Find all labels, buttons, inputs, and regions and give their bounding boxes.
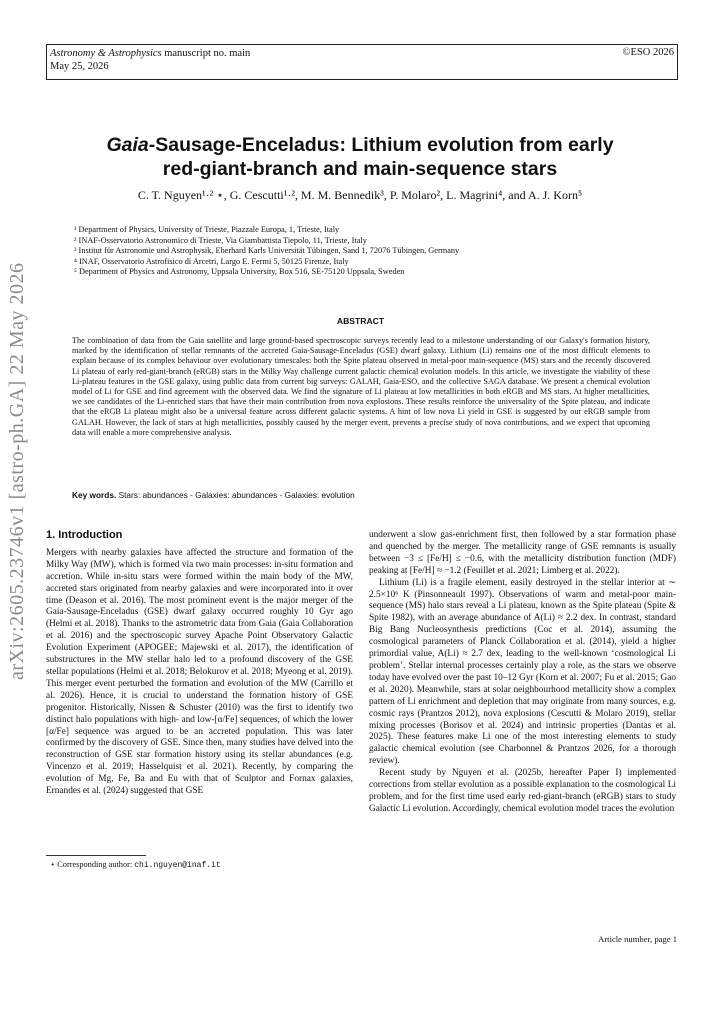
journal-name: Astronomy & Astrophysics <box>50 48 162 59</box>
affiliation-item: ¹ Department of Physics, University of Trieste, Piazzale Europa, 1, Trieste, Italy <box>74 225 340 234</box>
affiliation-item: ⁵ Department of Physics and Astronomy, Uppsala University, Box 516, SE-75120 Uppsala, Sweden <box>74 267 405 277</box>
arxiv-stamp[interactable]: arXiv:2605.23746v1 [astro-ph.GA] 22 May 2026 <box>6 262 28 680</box>
title-line1: -Sausage-Enceladus: Lithium evolution from early <box>148 134 614 156</box>
keywords <box>72 490 355 500</box>
abstract-heading: ABSTRACT <box>336 316 385 326</box>
copyright: ©ESO 2026 <box>622 47 674 58</box>
header-left <box>50 47 250 73</box>
affiliations <box>74 225 459 278</box>
author-email-link[interactable]: chi.nguyen@inaf.it <box>134 861 221 870</box>
author-list: C. T. Nguyen¹·² ⋆, G. Cescutti¹·², M. M. Bennedik³, P. Molaro², L. Magrini⁴, and A. J. Korn⁵ <box>137 188 583 202</box>
footnote <box>50 859 221 870</box>
footnote-rule <box>46 855 146 856</box>
paragraph: Mergers with nearby galaxies have affected the structure and formation of the Milky Way (MW), which is formed via two main processes: in-situ formation and accretion. While in-situ stars were formed within the main body of the MW, accreted stars originated from nearby galaxies and were incorporated into it over time (Deason et al. 2016). The most prominent event is the major merger of the Gaia-Sausage-Enceladus (GSE) dwarf galaxy occurred roughly 10 Gyr ago (Helmi et al. 2018). Thanks to the astrometric data from Gaia (Gaia Collaboration et al. 2016) and the spectroscopic survey Apache Point Observatory Galactic Evolution Experiment (APOGEE; Majewski et al. 2017), the identification of substructures in the MW stellar halo led to a profound discovery of the GSE stellar populations (Helmi et al. 2018; Belokurov et al. 2018; Myeong et al. 2019). This merger event perturbed the formation and evolution of the MW (Carrillo et al. 2026). Hence, it is crucial to understand the formation history of GSE progenitor. Historically, Nissen & Schuster (2010) was the first to identify two distinct halo populations with high- and low-[α/Fe] sequences, of which the lower [α/Fe] sequence was argued to be an accreted population. This was later confirmed by the discovery of GSE. Since then, many studies have delved into the reconstruction of GSE star formation history using its stellar abundances (e.g. Vincenzo et al. 2019; Hasselquist et al. 2021). Recently, by comparing the evolution of Mg, Fe, Ba and Eu with that of Sculptor and Fornax galaxies, Ernandes et al. (2024) suggested that GSE <box>46 547 353 797</box>
manuscript-label: manuscript no. main <box>164 48 251 59</box>
right-column <box>369 530 676 816</box>
title-line2: red-giant-branch and main-sequence stars <box>162 158 558 180</box>
affiliation-item: ³ Institut für Astronomie und Astrophysik, Eberhard Karls Universität Tübingen, Sand 1, 72076 Tübingen, Germany <box>74 246 460 256</box>
affiliation-item: ⁴ INAF, Osservatorio Astrofisico di Arcetri, Largo E. Fermi 5, 50125 Firenze, Italy <box>74 256 349 266</box>
title-italic: Gaia <box>106 134 149 156</box>
paper-title <box>70 133 650 181</box>
abstract-text: The combination of data from the Gaia satellite and large ground-based spectroscopic surveys recently lead to a milestone understanding of our Galaxy's formation history, marked by the identification of stellar remnants of the accreted Gaia-Sausage-Enceladus (GSE) dwarf galaxy. Lithium (Li) remains one of the most difficult elements to explain because of its complex behaviour over evolutionary timescales: both the Spite plateau observed in metal-poor main-sequence (MS) stars and the recently discovered Li plateau of early red-giant-branch (eRGB) stars in the Milky Way challenge current galactic chemical evolution models. In this article, we investigate the viability of these Li-plateau features in the GSE galaxy, using public data from current big surveys: GALAH, Gaia-ESO, and the collective SAGA database. We present a chemical evolution model of Li for GSE and find agreement with the observed data. We find the signature of Li plateau at low metallicities in both eRGB and MS stars. At higher metallicities, we see candidates of the Li-enriched stars that have their main contribution from nova explosions. These results reinforce the universality of the Spite plateau, and indicate that the eRGB Li plateau might also be a universal feature across different galactic systems. A hint of low nova Li yield in GSE is suggested by our eRGB sample from GALAH. However, the lack of stars at high metallicities, possibly caused by the merger event, prevents a precise study of nova contributions, and we expect that upcoming data will enable a more comprehensive analysis. <box>72 336 650 437</box>
header-date: May 25, 2026 <box>50 61 109 72</box>
footnote-label: ⋆ Corresponding author: <box>50 860 133 869</box>
paragraph: underwent a slow gas-enrichment first, then followed by a star formation phase and quenched by the merger. The metallicity range of GSE remnants is usually between −3 ≤ [Fe/H] ≤ −0.6, with the metallicity distribution function (MDF) peaking at [Fe/H] ≈ −1.2 (Feuillet et al. 2021; Limberg et al. 2022). <box>369 530 676 576</box>
left-column <box>46 530 353 798</box>
section-heading-introduction: 1. Introduction <box>46 529 123 541</box>
keywords-label: Key words. <box>72 490 117 500</box>
header-box <box>46 44 678 80</box>
paragraph: Lithium (Li) is a fragile element, easily destroyed in the stellar interior at ∼ 2.5×10⁶ K (Pinsonneault 1997). Observations of warm and metal-poor main-sequence (MS) halo stars reveal a Li plateau, known as the Spite plateau (Spite & Spite 1982), with an average abundance of A(Li) ≈ 2.2 dex. In contrast, standard Big Bang Nucleosynthesis predictions (Coc et al. 2014), assuming the cosmological parameters of Planck Collaboration et al. (2014), yield a higher primordial value, A(Li) ≈ 2.7 dex, leading to the well-known ‘cosmological Li problem’. Stellar internal processes certainly play a role, as the stars we observe today have evolved over the past 10–12 Gyr (Korn et al. 2007; Fu et al. 2015; Gao et al. 2020). Meanwhile, stars at solar neighbourhood metallicity show a complex pattern of Li enrichment and depletion that may originate from many sources, e.g. cosmic rays (Prantzos 2012), nova explosions (Cescutti & Molaro 2019), stellar mixing processes (Borisov et al. 2024) and intrinsic properties (Dantas et al. 2025). These features make Li one of the most interesting elements to study galactic chemical evolution (see Charbonnel & Prantzos 2026, for a thorough review). <box>369 577 676 767</box>
page-footer: Article number, page 1 <box>598 934 677 944</box>
affiliation-item: ² INAF-Osservatorio Astronomico di Trieste, Via Giambattista Tiepolo, 11, Trieste, Italy <box>74 235 367 245</box>
keywords-text: Stars: abundances - Galaxies: abundances - Galaxies: evolution <box>118 490 355 500</box>
paragraph: Recent study by Nguyen et al. (2025b, hereafter Paper I) implemented corrections from stellar evolution as a possible explanation to the cosmological Li problem, and for the first time used early red-giant-branch (eRGB) stars to study Galactic Li evolution. Accordingly, chemical evolution model traces the evolution <box>369 768 676 814</box>
